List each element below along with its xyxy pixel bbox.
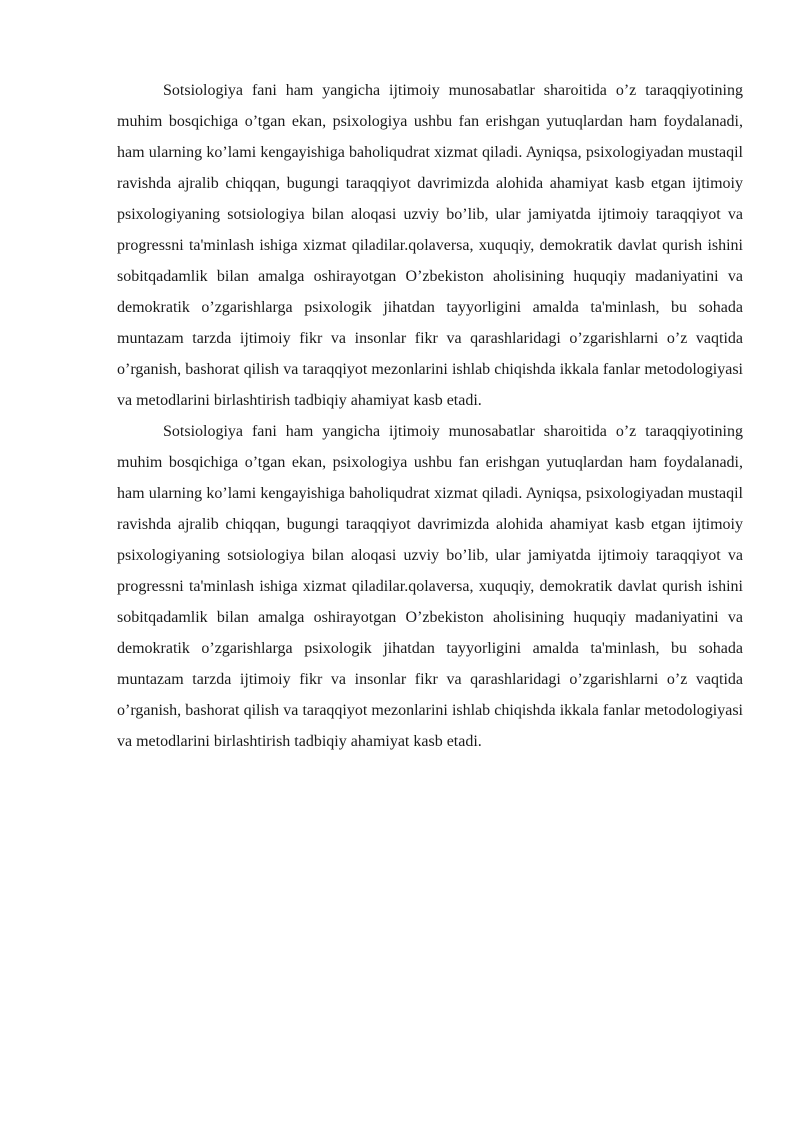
document-body [117, 75, 743, 757]
body-paragraph: Sotsiologiya fani ham yangicha ijtimoiy munosabatlar sharoitida o’z taraqqiyotining muhim bosqichiga o’tgan ekan, psixologiya ushbu fan erishgan yutuqlardan ham foydalanadi, ham ularning ko’lami kengayishiga baholiqudrat xizmat qiladi. Ayniqsa, psixologiyadan mustaqil ravishda ajralib chiqqan, bugungi taraqqiyot davrimizda alohida ahamiyat kasb etgan ijtimoiy psixologiyaning sotsiologiya bilan aloqasi uzviy bo’lib, ular jamiyatda ijtimoiy taraqqiyot va progressni ta'minlash ishiga xizmat qiladilar.qolaversa, xuquqiy, demokratik davlat qurish ishini sobitqadamlik bilan amalga oshirayotgan O’zbekiston aholisining huquqiy madaniyatini va demokratik o’zgarishlarga psixologik jihatdan tayyorligini amalda ta'minlash, bu sohada muntazam tarzda ijtimoiy fikr va insonlar fikr va qarashlaridagi o’zgarishlarni o’z vaqtida o’rganish, bashorat qilish va taraqqiyot mezonlarini ishlab chiqishda ikkala fanlar metodologiyasi va metodlarini birlashtirish tadbiqiy ahamiyat kasb etadi. [117, 82, 743, 409]
body-paragraph: Sotsiologiya fani ham yangicha ijtimoiy munosabatlar sharoitida o’z taraqqiyotining muhim bosqichiga o’tgan ekan, psixologiya ushbu fan erishgan yutuqlardan ham foydalanadi, ham ularning ko’lami kengayishiga baholiqudrat xizmat qiladi. Ayniqsa, psixologiyadan mustaqil ravishda ajralib chiqqan, bugungi taraqqiyot davrimizda alohida ahamiyat kasb etgan ijtimoiy psixologiyaning sotsiologiya bilan aloqasi uzviy bo’lib, ular jamiyatda ijtimoiy taraqqiyot va progressni ta'minlash ishiga xizmat qiladilar.qolaversa, xuquqiy, demokratik davlat qurish ishini sobitqadamlik bilan amalga oshirayotgan O’zbekiston aholisining huquqiy madaniyatini va demokratik o’zgarishlarga psixologik jihatdan tayyorligini amalda ta'minlash, bu sohada muntazam tarzda ijtimoiy fikr va insonlar fikr va qarashlaridagi o’zgarishlarni o’z vaqtida o’rganish, bashorat qilish va taraqqiyot mezonlarini ishlab chiqishda ikkala fanlar metodologiyasi va metodlarini birlashtirish tadbiqiy ahamiyat kasb etadi. [117, 423, 743, 750]
